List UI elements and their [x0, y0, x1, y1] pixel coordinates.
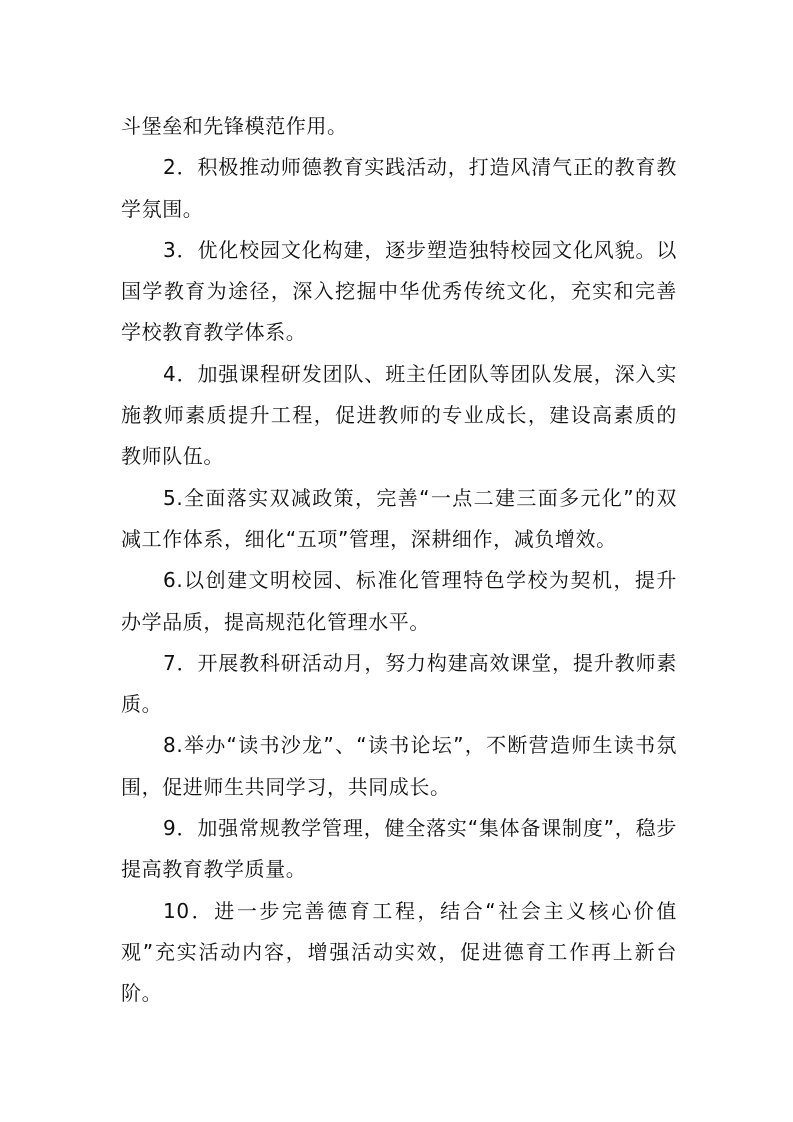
paragraph-item-9: 9．加强常规教学管理，健全落实“集体备课制度”，稳步提高教育教学质量。 — [121, 816, 677, 882]
paragraph-item-6: 6.以创建文明校园、标准化管理特色学校为契机，提升办学品质，提高规范化管理水平。 — [121, 568, 677, 634]
paragraph-item-2: 2．积极推动师德教育实践活动，打造风清气正的教育教学氛围。 — [121, 155, 677, 221]
paragraph-item-4: 4．加强课程研发团队、班主任团队等团队发展，深入实施教师素质提升工程，促进教师的专业成长，建设高素质的教师队伍。 — [121, 361, 677, 469]
paragraph-continuation: 斗堡垒和先锋模范作用。 — [121, 114, 348, 138]
paragraph-item-10: 10．进一步完善德育工程，结合“社会主义核心价值观”充实活动内容，增强活动实效，促进德育工作再上新台阶。 — [121, 898, 677, 1006]
paragraph-item-3: 3．优化校园文化构建，逐步塑造独特校园文化风貌。以国学教育为途径，深入挖掘中华优秀传统文化，充实和完善学校教育教学体系。 — [121, 237, 677, 345]
paragraph-item-7: 7．开展教科研活动月，努力构建高效课堂，提升教师素质。 — [121, 650, 677, 717]
paragraph-item-5: 5.全面落实双减政策，完善“一点二建三面多元化”的双减工作体系，细化“五项”管理，深耕细作，减负增效。 — [121, 485, 677, 551]
body-text — [121, 106, 677, 1015]
paragraph-item-8: 8.举办“读书沙龙”、“读书论坛”，不断营造师生读书氛围，促进师生共同学习，共同成长。 — [121, 733, 677, 799]
